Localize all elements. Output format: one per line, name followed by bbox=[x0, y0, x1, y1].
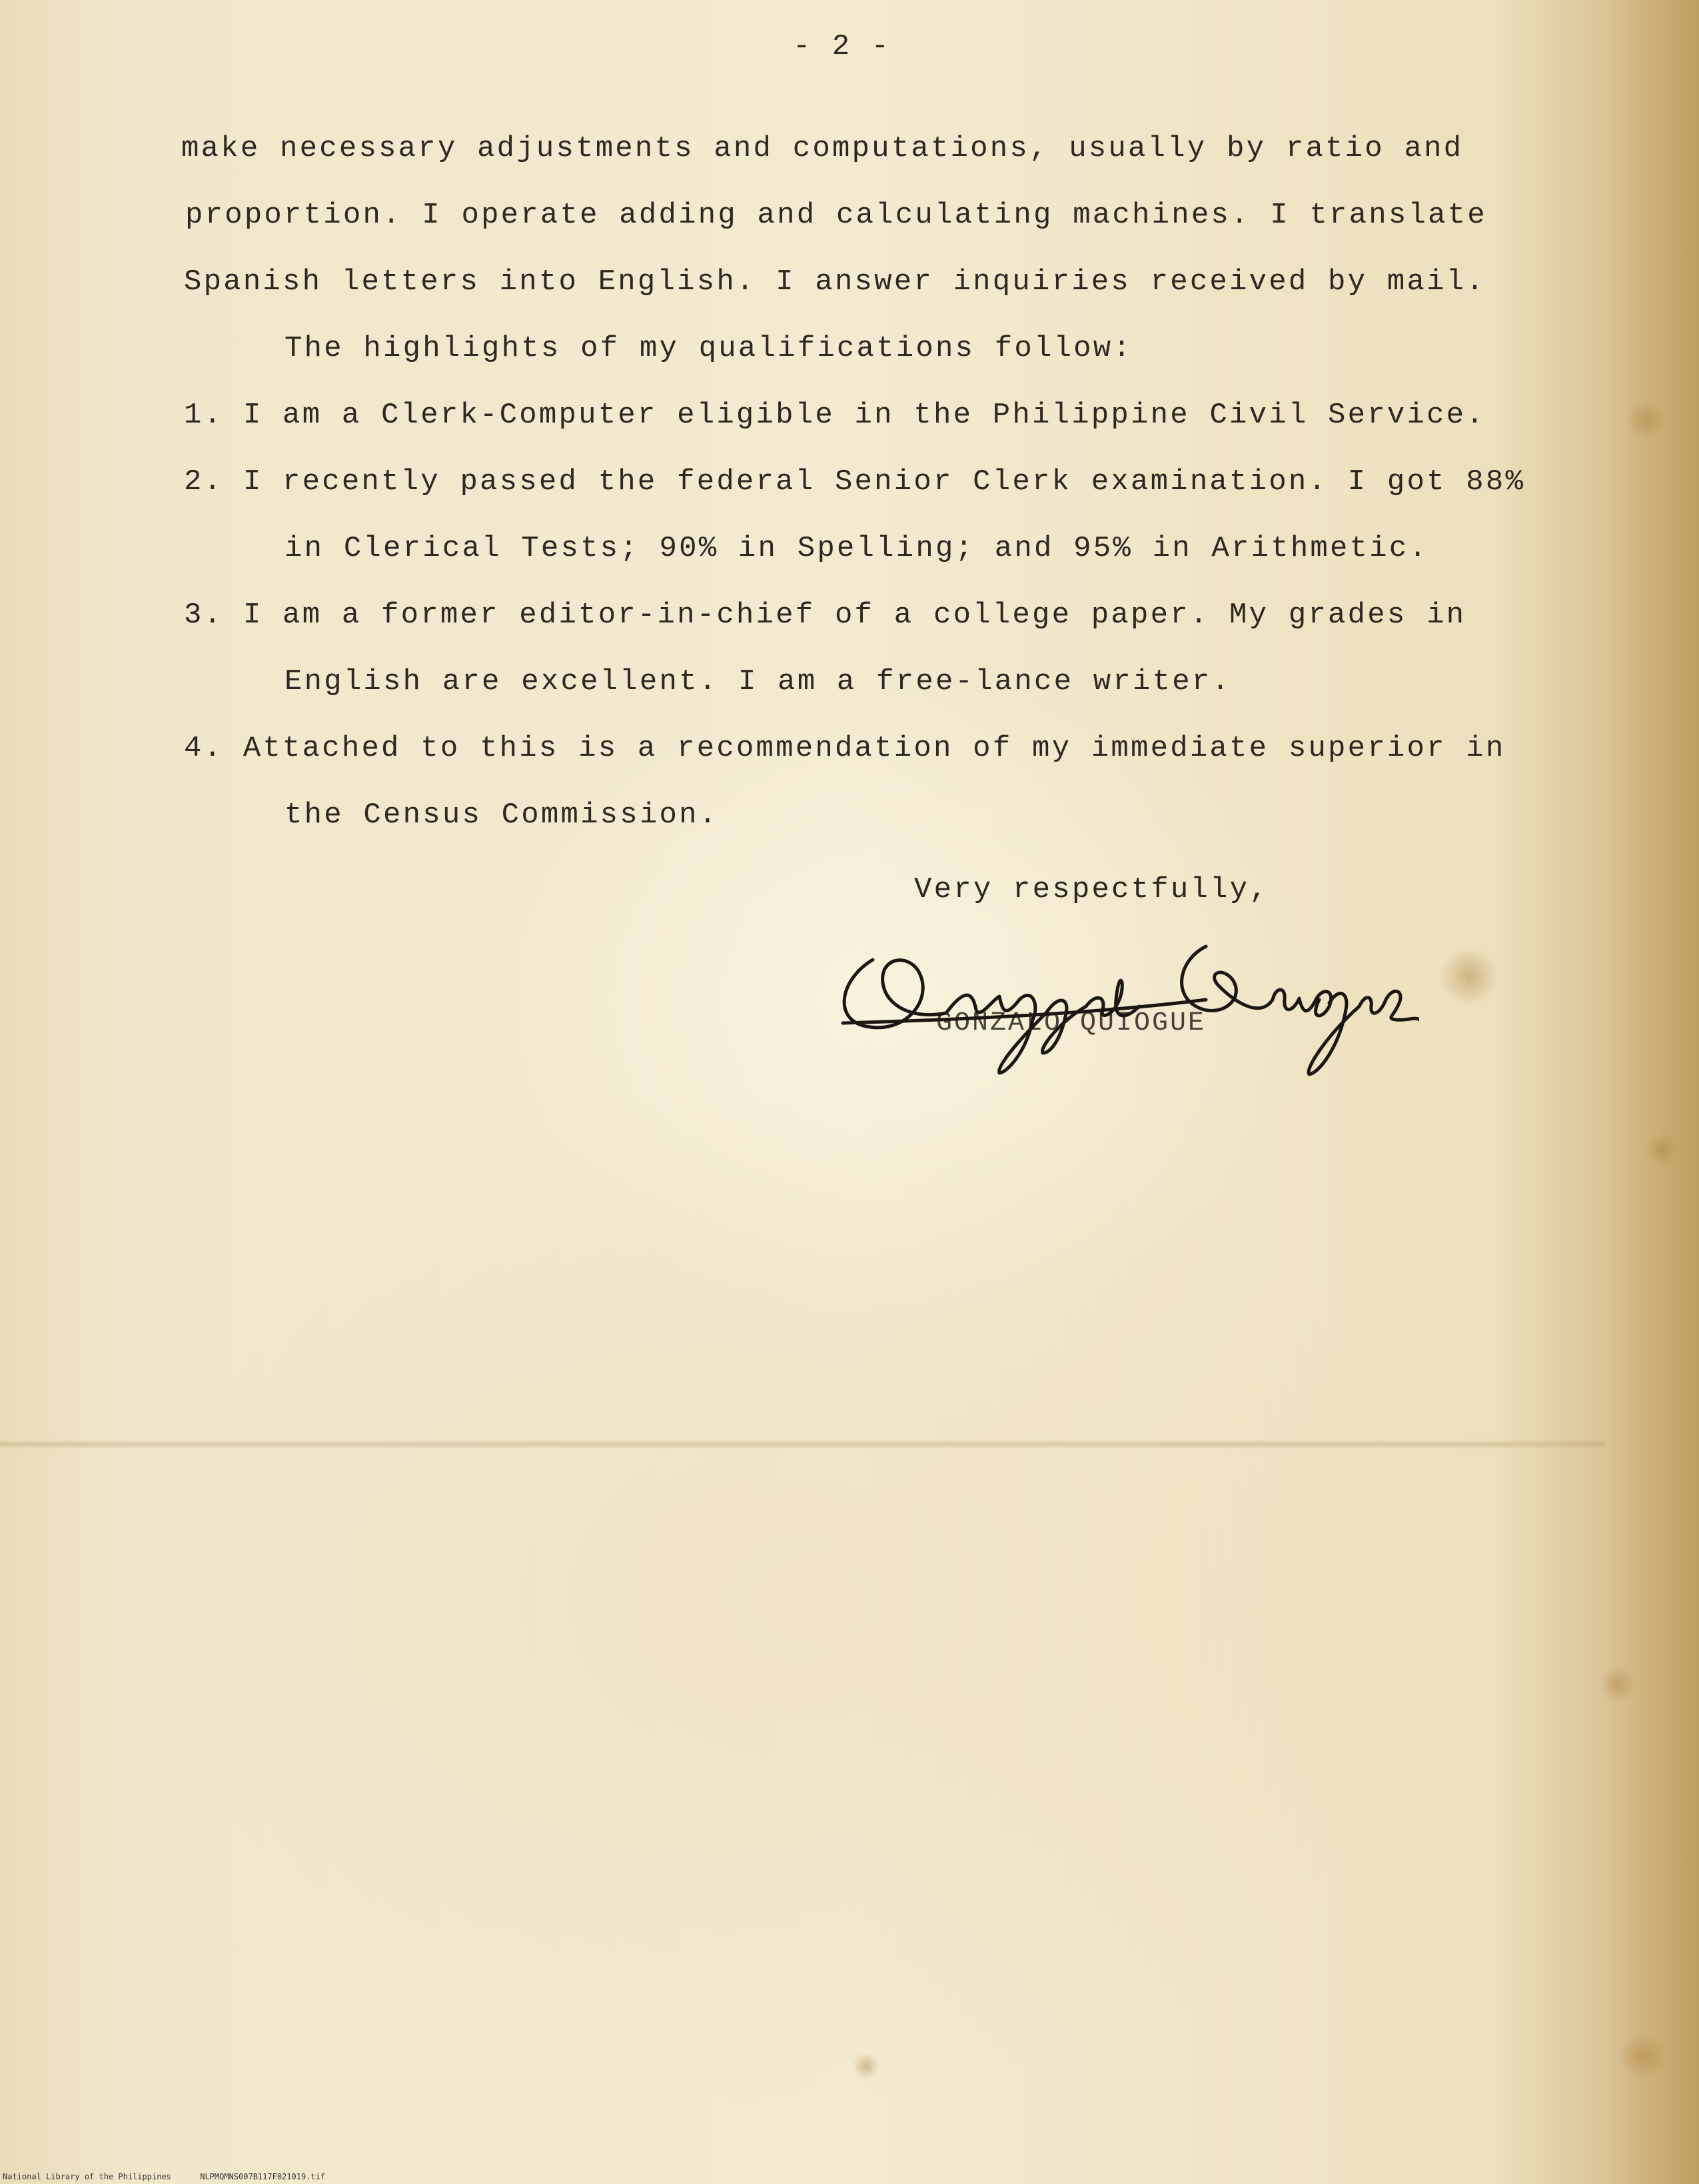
page-number: - 2 - bbox=[793, 30, 891, 63]
foxing-stain bbox=[1439, 946, 1499, 1006]
foxing-stain bbox=[1646, 1133, 1679, 1166]
body-line: make necessary adjustments and computations, usually by ratio and bbox=[181, 132, 1464, 165]
list-item-3-continued: English are excellent. I am a free-lance writer. bbox=[284, 665, 1232, 698]
archive-file-id: NLPMQMNS007B117F021019.tif bbox=[200, 2172, 326, 2181]
foxing-stain bbox=[1626, 400, 1666, 440]
list-item-3: 3. I am a former editor-in-chief of a college paper. My grades in bbox=[184, 598, 1466, 632]
list-item-2-continued: in Clerical Tests; 90% in Spelling; and 95% in Arithmetic. bbox=[284, 532, 1429, 565]
foxing-stain bbox=[1599, 1666, 1636, 1703]
list-item-1: 1. I am a Clerk-Computer eligible in the Philippine Civil Service. bbox=[184, 399, 1486, 432]
paper-edge-discoloration bbox=[1606, 0, 1699, 2184]
typed-name: GONZALO QUIOGUE bbox=[936, 1008, 1207, 1038]
archive-footer bbox=[3, 2172, 325, 2181]
list-item-4: 4. Attached to this is a recommendation of my immediate superior in bbox=[184, 732, 1506, 765]
archive-institution: National Library of the Philippines bbox=[3, 2172, 171, 2181]
body-line: The highlights of my qualifications follow: bbox=[284, 332, 1133, 365]
foxing-stain bbox=[1619, 2033, 1666, 2079]
handwritten-signature bbox=[833, 920, 1419, 1086]
body-line: proportion. I operate adding and calculating machines. I translate bbox=[185, 199, 1487, 232]
body-line: Spanish letters into English. I answer inquiries received by mail. bbox=[184, 265, 1486, 299]
list-item-2: 2. I recently passed the federal Senior Clerk examination. I got 88% bbox=[184, 465, 1526, 499]
foxing-stain bbox=[853, 2053, 879, 2079]
list-item-4-continued: the Census Commission. bbox=[284, 798, 719, 832]
closing: Very respectfully, bbox=[914, 873, 1269, 906]
paper-fold bbox=[0, 1440, 1606, 1449]
